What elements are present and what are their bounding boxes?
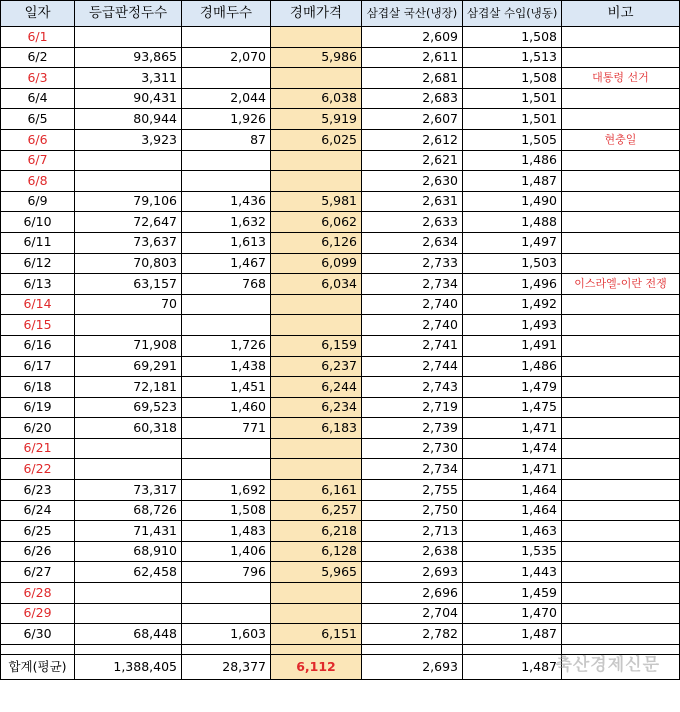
cell-grade — [75, 583, 182, 604]
cell-price: 6,159 — [271, 335, 362, 356]
cell-import: 1,464 — [463, 480, 562, 501]
cell-note — [562, 377, 680, 398]
cell-auction: 1,726 — [182, 335, 271, 356]
cell-note — [562, 109, 680, 130]
cell-grade — [75, 459, 182, 480]
cell-date: 6/22 — [1, 459, 75, 480]
cell-note — [562, 27, 680, 48]
cell-auction: 87 — [182, 129, 271, 150]
cell-domestic: 2,704 — [362, 603, 463, 624]
cell-domestic: 2,730 — [362, 438, 463, 459]
cell-date: 6/12 — [1, 253, 75, 274]
cell-import: 1,508 — [463, 68, 562, 89]
cell-import: 1,463 — [463, 521, 562, 542]
cell-grade: 72,181 — [75, 377, 182, 398]
cell-grade: 73,637 — [75, 232, 182, 253]
cell-grade: 71,431 — [75, 521, 182, 542]
table-row — [1, 253, 680, 274]
cell-date: 6/7 — [1, 150, 75, 171]
table-row — [1, 150, 680, 171]
cell-note — [562, 480, 680, 501]
total-domestic: 2,693 — [362, 654, 463, 679]
cell-note — [562, 335, 680, 356]
cell-price: 6,025 — [271, 129, 362, 150]
cell-date: 6/18 — [1, 377, 75, 398]
cell-note — [562, 232, 680, 253]
cell-auction — [182, 438, 271, 459]
cell-auction — [182, 603, 271, 624]
cell-note — [562, 500, 680, 521]
cell-price: 6,244 — [271, 377, 362, 398]
table-row — [1, 397, 680, 418]
cell-price: 6,151 — [271, 624, 362, 645]
cell-date: 6/6 — [1, 129, 75, 150]
cell-grade — [75, 27, 182, 48]
cell-date: 6/15 — [1, 315, 75, 336]
cell-price: 5,981 — [271, 191, 362, 212]
cell-import: 1,471 — [463, 459, 562, 480]
cell-grade: 69,523 — [75, 397, 182, 418]
cell-import: 1,470 — [463, 603, 562, 624]
cell-domestic: 2,612 — [362, 129, 463, 150]
cell-domestic: 2,696 — [362, 583, 463, 604]
cell-date: 6/28 — [1, 583, 75, 604]
cell-note — [562, 418, 680, 439]
cell-import: 1,513 — [463, 47, 562, 68]
header-note: 비고 — [562, 1, 680, 27]
cell-domestic: 2,743 — [362, 377, 463, 398]
table-row — [1, 624, 680, 645]
cell-note — [562, 88, 680, 109]
cell-price: 6,183 — [271, 418, 362, 439]
cell-import: 1,491 — [463, 335, 562, 356]
table-row — [1, 480, 680, 501]
cell-date: 6/10 — [1, 212, 75, 233]
cell-import: 1,490 — [463, 191, 562, 212]
table-row — [1, 191, 680, 212]
cell-grade: 70,803 — [75, 253, 182, 274]
cell-domestic: 2,733 — [362, 253, 463, 274]
cell-note — [562, 171, 680, 192]
cell-domestic: 2,621 — [362, 150, 463, 171]
cell-domestic: 2,634 — [362, 232, 463, 253]
cell-price — [271, 438, 362, 459]
cell-import: 1,535 — [463, 541, 562, 562]
cell-price — [271, 171, 362, 192]
cell-import: 1,486 — [463, 150, 562, 171]
table-row — [1, 129, 680, 150]
cell-price — [271, 27, 362, 48]
cell-date: 6/1 — [1, 27, 75, 48]
cell-auction: 1,460 — [182, 397, 271, 418]
cell-auction: 1,483 — [182, 521, 271, 542]
cell-date: 6/5 — [1, 109, 75, 130]
cell-price — [271, 603, 362, 624]
cell-grade — [75, 315, 182, 336]
cell-price: 5,965 — [271, 562, 362, 583]
table-row — [1, 109, 680, 130]
table-row — [1, 356, 680, 377]
cell-note — [562, 624, 680, 645]
cell-auction — [182, 27, 271, 48]
cell-price: 6,099 — [271, 253, 362, 274]
table-row — [1, 315, 680, 336]
cell-date: 6/21 — [1, 438, 75, 459]
cell-domestic: 2,741 — [362, 335, 463, 356]
cell-domestic: 2,638 — [362, 541, 463, 562]
cell-price: 6,257 — [271, 500, 362, 521]
cell-grade: 70 — [75, 294, 182, 315]
cell-price — [271, 294, 362, 315]
cell-note — [562, 150, 680, 171]
cell-auction: 1,406 — [182, 541, 271, 562]
cell-grade: 73,317 — [75, 480, 182, 501]
cell-auction: 1,692 — [182, 480, 271, 501]
cell-auction: 1,467 — [182, 253, 271, 274]
cell-price: 6,237 — [271, 356, 362, 377]
cell-grade: 69,291 — [75, 356, 182, 377]
total-import: 1,487 — [463, 654, 562, 679]
table-row — [1, 603, 680, 624]
cell-price: 5,986 — [271, 47, 362, 68]
cell-import: 1,459 — [463, 583, 562, 604]
cell-auction: 771 — [182, 418, 271, 439]
cell-import: 1,488 — [463, 212, 562, 233]
cell-import: 1,475 — [463, 397, 562, 418]
cell-grade: 68,448 — [75, 624, 182, 645]
cell-domestic: 2,693 — [362, 562, 463, 583]
table-row — [1, 274, 680, 295]
cell-auction — [182, 315, 271, 336]
cell-auction — [182, 294, 271, 315]
table-row — [1, 459, 680, 480]
cell-import: 1,492 — [463, 294, 562, 315]
cell-import: 1,505 — [463, 129, 562, 150]
table-row — [1, 418, 680, 439]
cell-grade: 3,923 — [75, 129, 182, 150]
cell-import: 1,486 — [463, 356, 562, 377]
cell-price: 6,062 — [271, 212, 362, 233]
cell-grade — [75, 603, 182, 624]
header-domestic-belly: 삼겹살 국산(냉장) — [362, 1, 463, 27]
cell-import: 1,501 — [463, 109, 562, 130]
cell-date: 6/2 — [1, 47, 75, 68]
cell-date: 6/9 — [1, 191, 75, 212]
cell-domestic: 2,744 — [362, 356, 463, 377]
cell-note — [562, 583, 680, 604]
total-label: 합계(평균) — [1, 654, 75, 679]
cell-domestic: 2,734 — [362, 274, 463, 295]
cell-auction: 796 — [182, 562, 271, 583]
header-grade-count: 등급판정두수 — [75, 1, 182, 27]
cell-grade: 71,908 — [75, 335, 182, 356]
table-body — [1, 27, 680, 645]
cell-note — [562, 562, 680, 583]
cell-date: 6/19 — [1, 397, 75, 418]
table-row — [1, 500, 680, 521]
table-row — [1, 294, 680, 315]
cell-price: 6,234 — [271, 397, 362, 418]
cell-price: 6,038 — [271, 88, 362, 109]
watermark-logo: 축산경제신문 — [555, 655, 660, 675]
cell-date: 6/3 — [1, 68, 75, 89]
cell-grade: 79,106 — [75, 191, 182, 212]
cell-price: 6,218 — [271, 521, 362, 542]
cell-grade: 68,910 — [75, 541, 182, 562]
cell-import: 1,508 — [463, 27, 562, 48]
cell-note: 이스라엘-이란 전쟁 — [562, 274, 680, 295]
cell-note — [562, 315, 680, 336]
cell-domestic: 2,782 — [362, 624, 463, 645]
cell-import: 1,503 — [463, 253, 562, 274]
cell-price: 6,034 — [271, 274, 362, 295]
cell-grade: 72,647 — [75, 212, 182, 233]
cell-import: 1,474 — [463, 438, 562, 459]
cell-date: 6/13 — [1, 274, 75, 295]
cell-auction: 1,613 — [182, 232, 271, 253]
cell-domestic: 2,750 — [362, 500, 463, 521]
header-date: 일자 — [1, 1, 75, 27]
cell-auction: 1,436 — [182, 191, 271, 212]
cell-import: 1,464 — [463, 500, 562, 521]
cell-auction — [182, 150, 271, 171]
cell-import: 1,487 — [463, 624, 562, 645]
table-row — [1, 68, 680, 89]
cell-auction: 1,926 — [182, 109, 271, 130]
cell-import: 1,497 — [463, 232, 562, 253]
cell-grade: 90,431 — [75, 88, 182, 109]
cell-price: 6,126 — [271, 232, 362, 253]
cell-auction — [182, 171, 271, 192]
cell-date: 6/30 — [1, 624, 75, 645]
cell-import: 1,471 — [463, 418, 562, 439]
cell-note — [562, 521, 680, 542]
cell-domestic: 2,631 — [362, 191, 463, 212]
cell-grade — [75, 150, 182, 171]
cell-domestic: 2,633 — [362, 212, 463, 233]
cell-note: 현충일 — [562, 129, 680, 150]
cell-note — [562, 438, 680, 459]
cell-domestic: 2,630 — [362, 171, 463, 192]
table-row — [1, 171, 680, 192]
cell-note — [562, 294, 680, 315]
total-grade: 1,388,405 — [75, 654, 182, 679]
table-row — [1, 335, 680, 356]
cell-date: 6/23 — [1, 480, 75, 501]
cell-domestic: 2,740 — [362, 315, 463, 336]
cell-domestic: 2,611 — [362, 47, 463, 68]
total-price: 6,112 — [271, 654, 362, 679]
cell-domestic: 2,683 — [362, 88, 463, 109]
cell-grade — [75, 438, 182, 459]
cell-note — [562, 356, 680, 377]
cell-price — [271, 68, 362, 89]
cell-note — [562, 397, 680, 418]
cell-grade — [75, 171, 182, 192]
cell-price: 6,161 — [271, 480, 362, 501]
cell-date: 6/16 — [1, 335, 75, 356]
table-row — [1, 541, 680, 562]
cell-date: 6/14 — [1, 294, 75, 315]
cell-grade: 93,865 — [75, 47, 182, 68]
cell-grade: 63,157 — [75, 274, 182, 295]
cell-grade: 68,726 — [75, 500, 182, 521]
cell-note — [562, 191, 680, 212]
cell-note: 대통령 선거 — [562, 68, 680, 89]
cell-note — [562, 212, 680, 233]
cell-auction: 2,044 — [182, 88, 271, 109]
cell-date: 6/17 — [1, 356, 75, 377]
cell-date: 6/20 — [1, 418, 75, 439]
cell-note — [562, 541, 680, 562]
cell-domestic: 2,739 — [362, 418, 463, 439]
cell-auction — [182, 459, 271, 480]
cell-grade: 60,318 — [75, 418, 182, 439]
cell-import: 1,501 — [463, 88, 562, 109]
cell-price — [271, 150, 362, 171]
cell-domestic: 2,609 — [362, 27, 463, 48]
cell-price — [271, 459, 362, 480]
table-row — [1, 212, 680, 233]
table-row — [1, 88, 680, 109]
cell-auction: 2,070 — [182, 47, 271, 68]
cell-domestic: 2,713 — [362, 521, 463, 542]
cell-auction: 1,508 — [182, 500, 271, 521]
cell-import: 1,487 — [463, 171, 562, 192]
cell-import: 1,479 — [463, 377, 562, 398]
cell-domestic: 2,755 — [362, 480, 463, 501]
header-auction-count: 경매두수 — [182, 1, 271, 27]
header-auction-price: 경매가격 — [271, 1, 362, 27]
cell-grade: 62,458 — [75, 562, 182, 583]
cell-price — [271, 583, 362, 604]
cell-note — [562, 253, 680, 274]
cell-note — [562, 603, 680, 624]
cell-auction: 768 — [182, 274, 271, 295]
cell-domestic: 2,681 — [362, 68, 463, 89]
cell-note — [562, 47, 680, 68]
cell-auction: 1,451 — [182, 377, 271, 398]
header-import-belly: 삼겹살 수입(냉동) — [463, 1, 562, 27]
cell-date: 6/8 — [1, 171, 75, 192]
cell-domestic: 2,719 — [362, 397, 463, 418]
table-row — [1, 232, 680, 253]
cell-price: 6,128 — [271, 541, 362, 562]
table-row — [1, 583, 680, 604]
total-auction: 28,377 — [182, 654, 271, 679]
cell-date: 6/25 — [1, 521, 75, 542]
cell-auction: 1,632 — [182, 212, 271, 233]
table-row — [1, 438, 680, 459]
cell-price — [271, 315, 362, 336]
cell-import: 1,493 — [463, 315, 562, 336]
cell-date: 6/27 — [1, 562, 75, 583]
cell-date: 6/4 — [1, 88, 75, 109]
cell-grade: 80,944 — [75, 109, 182, 130]
cell-domestic: 2,740 — [362, 294, 463, 315]
cell-date: 6/24 — [1, 500, 75, 521]
cell-auction — [182, 583, 271, 604]
cell-auction: 1,603 — [182, 624, 271, 645]
cell-auction: 1,438 — [182, 356, 271, 377]
cell-import: 1,443 — [463, 562, 562, 583]
cell-note — [562, 459, 680, 480]
cell-grade: 3,311 — [75, 68, 182, 89]
cell-date: 6/29 — [1, 603, 75, 624]
cell-domestic: 2,734 — [362, 459, 463, 480]
table-row — [1, 562, 680, 583]
table-row — [1, 47, 680, 68]
cell-price: 5,919 — [271, 109, 362, 130]
cell-domestic: 2,607 — [362, 109, 463, 130]
table-row — [1, 27, 680, 48]
table-row — [1, 377, 680, 398]
cell-auction — [182, 68, 271, 89]
table-row — [1, 521, 680, 542]
cell-date: 6/26 — [1, 541, 75, 562]
cell-date: 6/11 — [1, 232, 75, 253]
cell-import: 1,496 — [463, 274, 562, 295]
header-row — [1, 1, 680, 27]
